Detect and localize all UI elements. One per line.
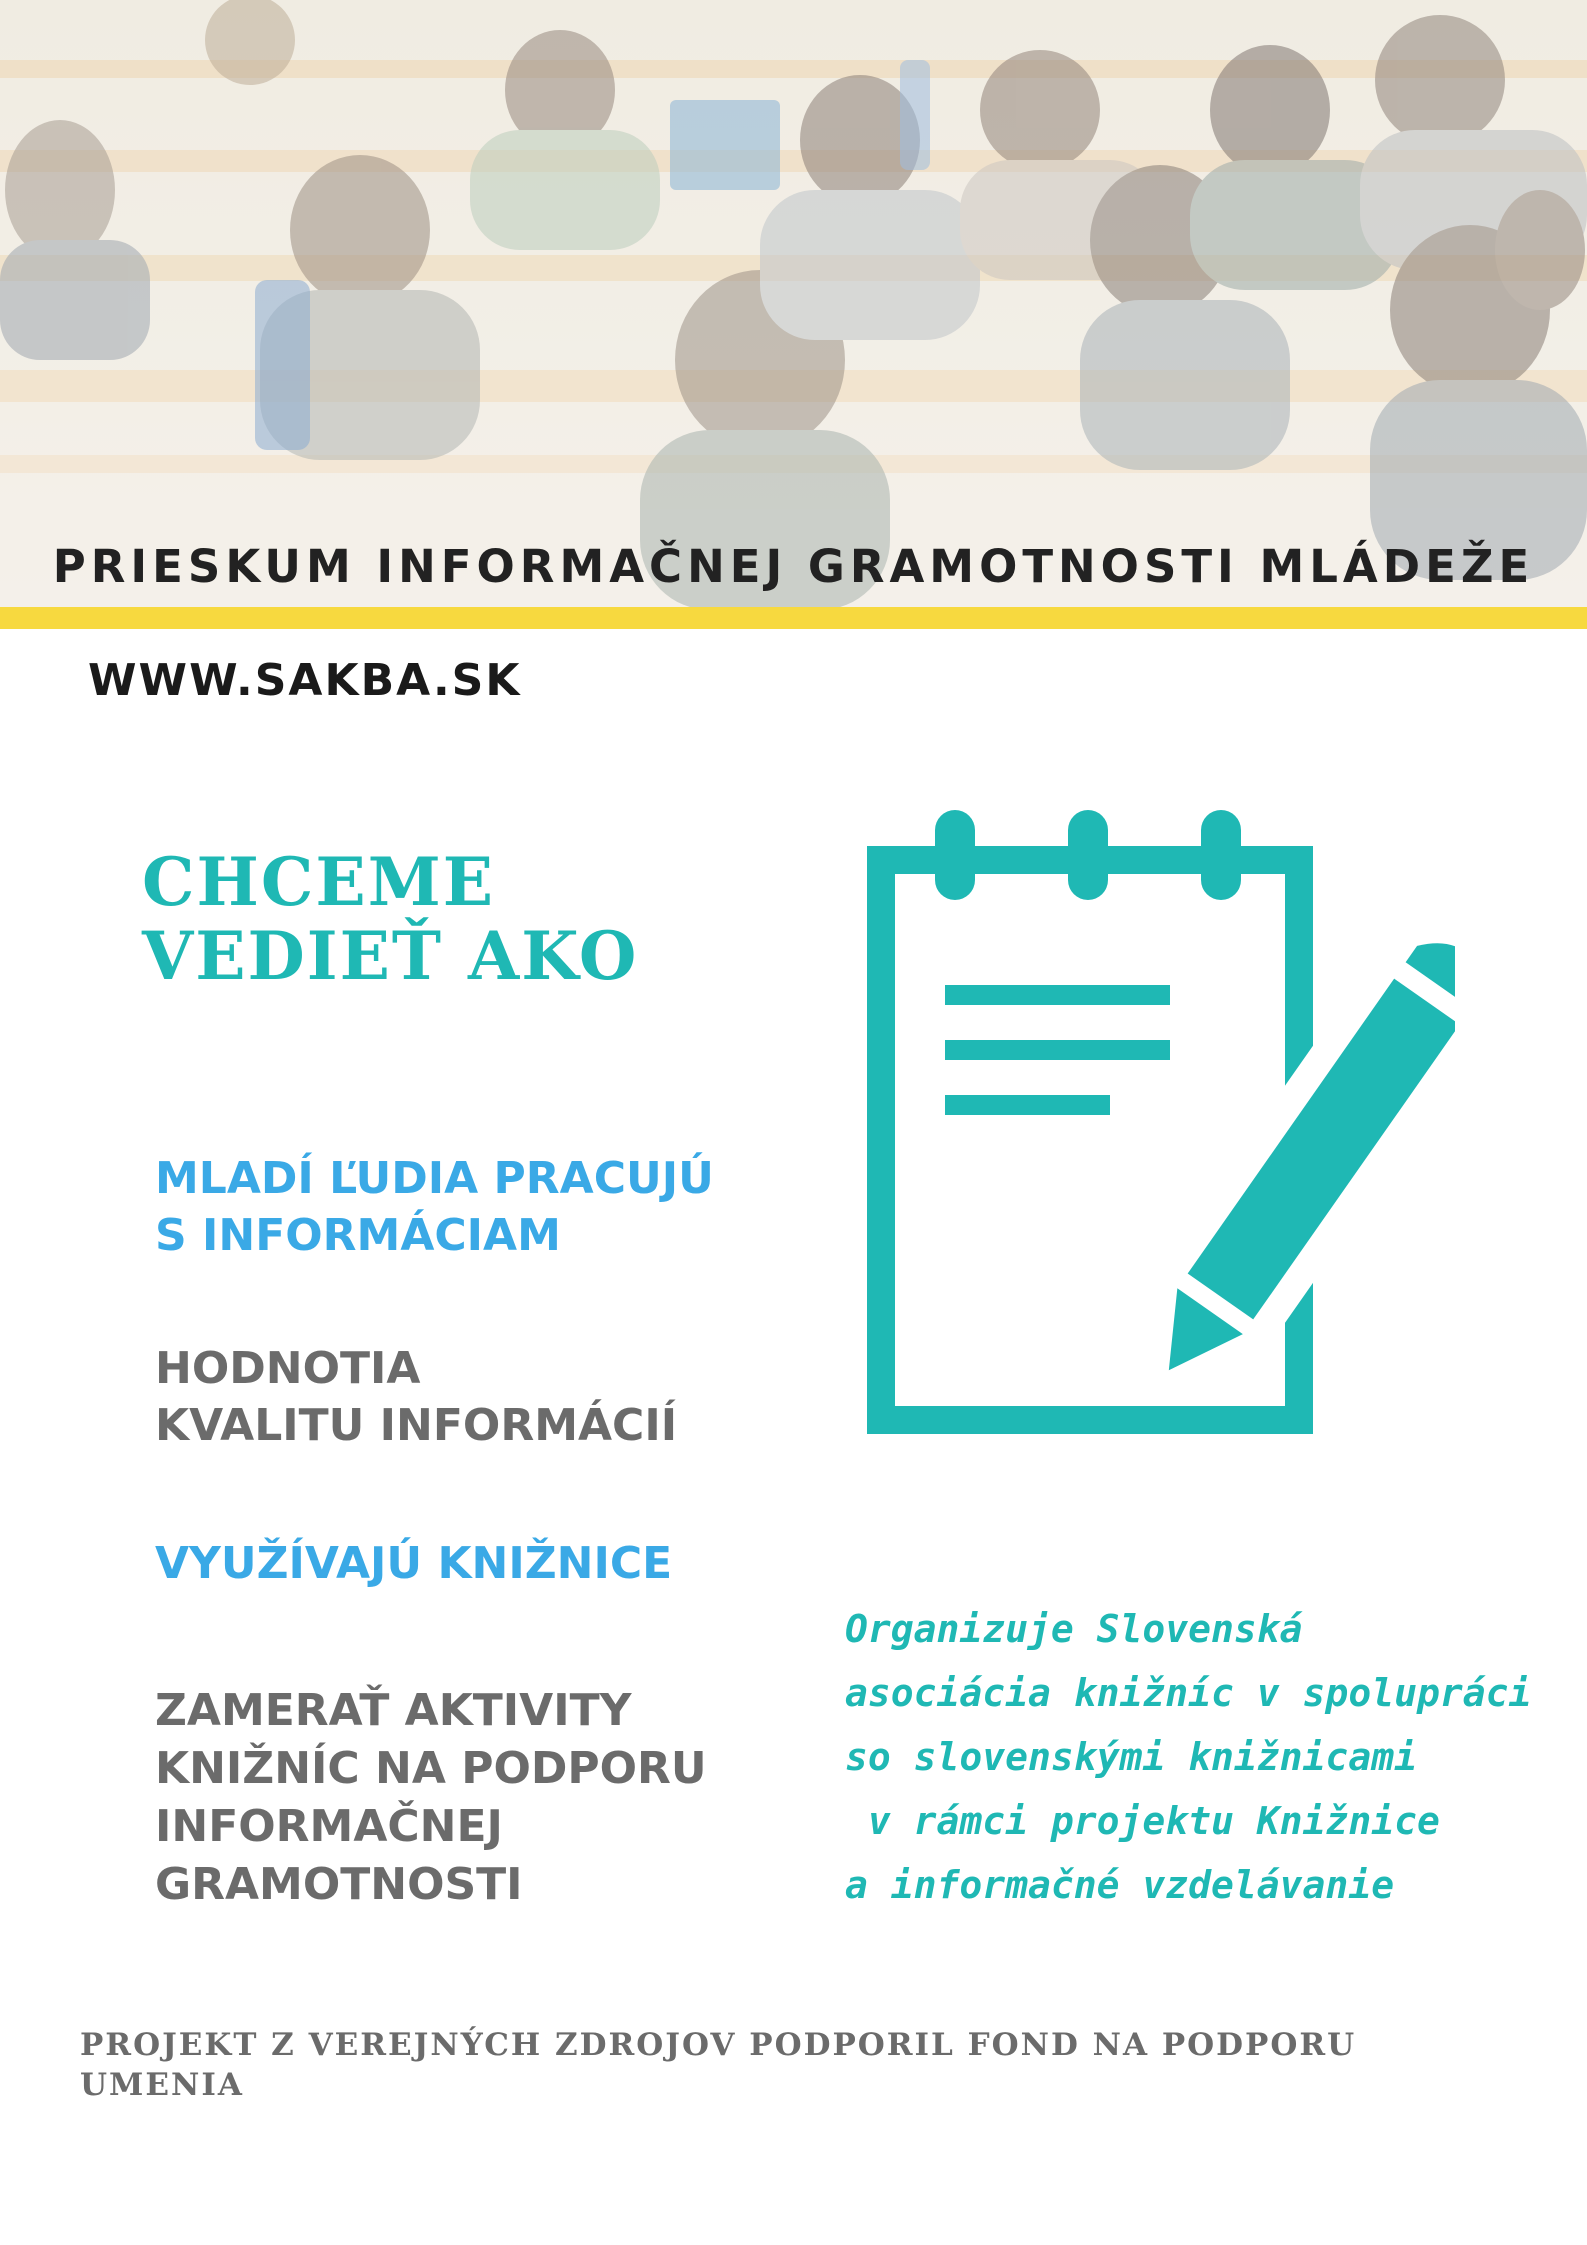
main-title-line: CHCEME — [142, 843, 496, 921]
organizer-line: a informačné vzdelávanie — [845, 1863, 1395, 1907]
organizer-line: Organizuje Slovenská — [845, 1607, 1303, 1651]
topic-item-evaluate-quality — [155, 1340, 677, 1454]
organizer-text — [845, 1597, 1531, 1917]
topic-line: GRAMOTNOSTI — [155, 1859, 523, 1910]
lecture-hall-photo — [0, 0, 1587, 610]
organizer-line: asociácia knižníc v spolupráci — [845, 1671, 1532, 1715]
topic-line: KNIŽNÍC NA PODPORU — [155, 1743, 707, 1794]
survey-headline: PRIESKUM INFORMAČNEJ GRAMOTNOSTI MLÁDEŽE — [52, 540, 1535, 593]
topic-line: HODNOTIA — [155, 1343, 421, 1394]
organizer-line: v rámci projektu Knižnice — [845, 1799, 1440, 1843]
notepad-pencil-icon — [855, 800, 1455, 1450]
topic-line: INFORMAČNEJ — [155, 1801, 503, 1852]
topic-line: VYUŽÍVAJÚ KNIŽNICE — [155, 1538, 673, 1589]
topic-line: MLADÍ ĽUDIA PRACUJÚ — [155, 1153, 714, 1204]
topic-line: KVALITU INFORMÁCIÍ — [155, 1400, 678, 1451]
main-title — [142, 845, 638, 993]
website-link[interactable]: WWW.SAKBA.SK — [88, 655, 522, 706]
yellow-divider — [0, 607, 1587, 629]
topic-line: S INFORMÁCIAM — [155, 1210, 561, 1261]
topic-item-focus-activities — [155, 1682, 707, 1914]
funding-line: PROJEKT Z VEREJNÝCH ZDROJOV PODPORIL FOND NA PODPORU — [80, 2027, 1357, 2063]
funding-line: UMENIA — [80, 2067, 244, 2103]
main-title-line: VEDIEŤ AKO — [142, 917, 639, 995]
organizer-line: so slovenskými knižnicami — [845, 1735, 1417, 1779]
topic-line: ZAMERAŤ AKTIVITY — [155, 1685, 632, 1736]
topic-item-work-with-information — [155, 1150, 714, 1264]
topic-item-use-libraries — [155, 1535, 672, 1592]
funding-note — [80, 2025, 1356, 2105]
